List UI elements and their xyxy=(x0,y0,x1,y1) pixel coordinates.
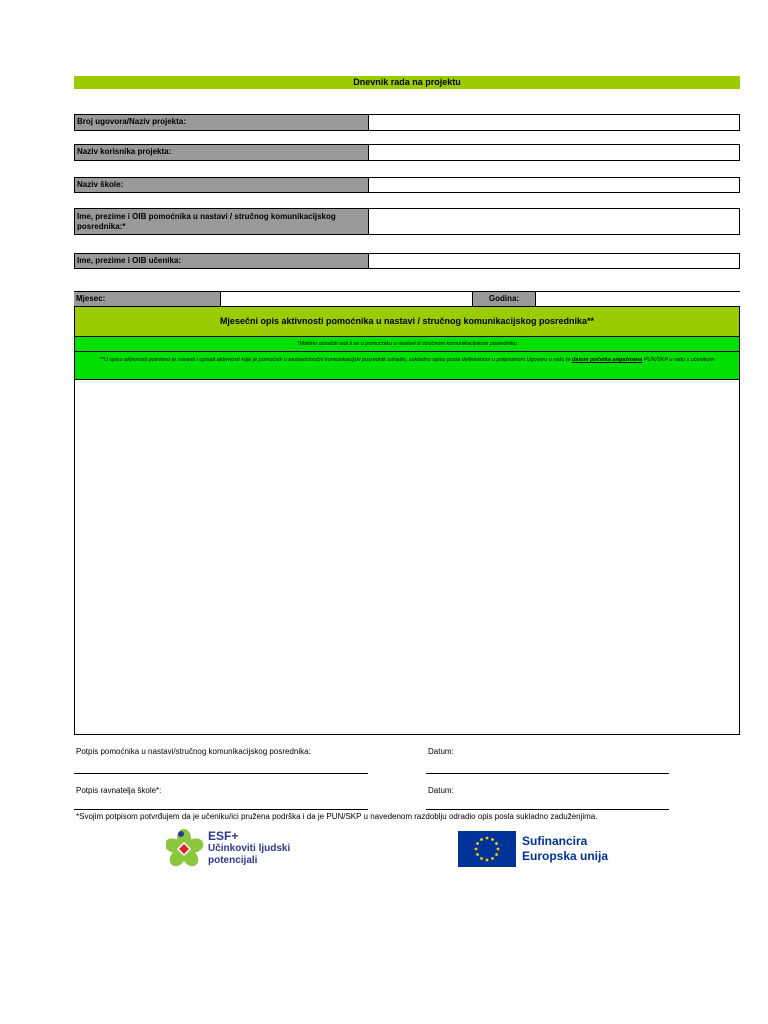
date2-label: Datum: xyxy=(428,786,454,795)
eu-logo xyxy=(458,830,628,868)
date2-line[interactable] xyxy=(426,809,669,810)
assistant-signature-line[interactable] xyxy=(74,773,368,774)
beneficiary-field[interactable] xyxy=(369,145,739,160)
activity-note-2-underlined: datum početka angažmana xyxy=(572,357,643,363)
activity-description-field[interactable] xyxy=(74,379,740,735)
activity-note-2 xyxy=(74,351,740,380)
year-label: Godina: xyxy=(472,292,536,306)
esf-line2: potencijali xyxy=(208,855,258,866)
assistant-row xyxy=(74,208,740,235)
principal-signature-line[interactable] xyxy=(74,809,368,810)
activity-note-2-end: PUN/SKP u radu s učenikom xyxy=(643,357,715,363)
eu-line2: Europska unija xyxy=(522,849,609,863)
assistant-signature-label: Potpis pomoćnika u nastavi/stručnog komunikacijskog posrednika: xyxy=(76,747,311,756)
month-field[interactable] xyxy=(221,292,472,306)
student-row xyxy=(74,253,740,269)
contract-label: Broj ugovora/Naziv projekta: xyxy=(75,115,369,130)
assistant-label: Ime, prezime i OIB pomoćnika u nastavi / stručnog komunikacijskog posrednika:* xyxy=(75,209,369,234)
esf-logo xyxy=(166,828,306,870)
eu-line1: Sufinancira xyxy=(522,834,588,848)
year-field[interactable] xyxy=(536,292,740,306)
activity-heading: Mjesečni opis aktivnosti pomoćnika u nastavi / stručnog komunikacijskog posrednika** xyxy=(74,306,740,337)
month-label: Mjesec: xyxy=(74,292,221,306)
eu-flag-icon xyxy=(458,831,516,867)
student-label: Ime, prezime i OIB učenika: xyxy=(75,254,369,268)
school-field[interactable] xyxy=(369,178,739,192)
school-label: Naziv škole: xyxy=(75,178,369,192)
date1-line[interactable] xyxy=(426,773,669,774)
esf-line1: Učinkoviti ljudski xyxy=(208,843,291,854)
student-field[interactable] xyxy=(369,254,739,268)
footnote: *Svojim potpisom potvrđujem da je učeniku/ici pružena podrška i da je PUN/SKP u navedenom razdoblju odradio opis posla sukladno zaduženjima. xyxy=(76,812,598,821)
beneficiary-row xyxy=(74,144,740,161)
contract-field[interactable] xyxy=(369,115,739,130)
activity-note-2-text: **U opisu aktivnosti potrebno je navesti i opisati aktivnosti koje je pomoćnik u nastavi/stručni komunikacijski posrednik odradio, sukladno opisu posla definiranom u potpisanom Ugovoru o radu te xyxy=(99,357,571,363)
esf-top-text: ESF+ xyxy=(208,829,239,843)
month-year-row xyxy=(74,291,740,306)
assistant-field[interactable] xyxy=(369,209,739,234)
date1-label: Datum: xyxy=(428,747,454,756)
school-row xyxy=(74,177,740,193)
page-title: Dnevnik rada na projektu xyxy=(74,76,740,89)
contract-row xyxy=(74,114,740,131)
beneficiary-label: Naziv korisnika projekta: xyxy=(75,145,369,160)
activity-note-1: *Molimo označiti radi li se o pomoćniku u nastavi ili stručnom komunikacijskom posredniku xyxy=(74,337,740,351)
principal-signature-label: Potpis ravnatelja škole*: xyxy=(76,786,162,795)
